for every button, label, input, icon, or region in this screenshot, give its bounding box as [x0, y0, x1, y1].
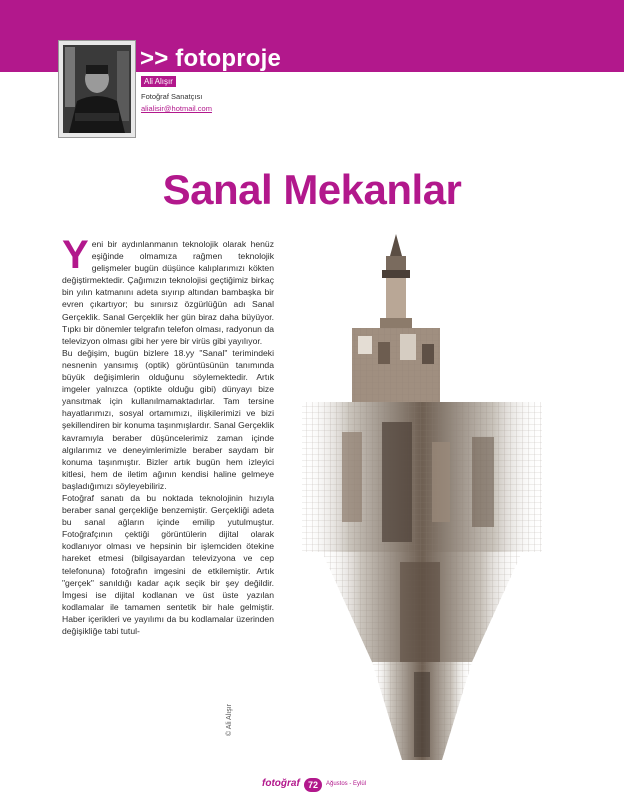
- author-photo: [58, 40, 136, 138]
- paragraph-3: Fotoğraf sanatı da bu noktada teknolojinin hızıyla beraber sanal gerçekliğe benzemiştir. Gerçekliği adeta bu sanal ağların içinde emilip yutulmuştur. Fotoğrafçının çektiği görüntülerin dijital olarak kodlanıyor olması ve hepsinin bir işlemciden ötekine hareket etmesi (bilgisayardan televizyona ve cep telefonuna) fotoğrafın imgesini de etkilemiştir. Artık "gerçek" sanıldığı kadar açık seçik bir şey değildir. İmgesi ise dijital kodlanan ve üst üste yazılan kodlamalar ile tamamen sentetik bir hale gelmiştir. Haber içerikleri ve yayılımı da bu kodlamalar üzerinden değişikliğe tabi tutul-: [62, 492, 274, 636]
- page-number: 72: [304, 778, 322, 792]
- article-body: [62, 233, 274, 637]
- paragraph-1: [62, 233, 274, 347]
- author-role: Fotoğraf Sanatçısı: [141, 92, 203, 101]
- author-email-link[interactable]: alialisir@hotmail.com: [141, 104, 212, 113]
- article-title: Sanal Mekanlar: [162, 166, 462, 213]
- author-name: Ali Alışır: [141, 76, 176, 87]
- section-title: >> fotoproje: [140, 45, 282, 72]
- magazine-logo: fotoğraf: [262, 778, 300, 789]
- paragraph-1-text: eni bir aydınlanmanın teknolojik olarak henüz eşiğinde olmamıza rağmen teknolojik gelişmeler bugün düşünce kalıplarımızı kökten değiştirmektedir. Çağımızın teknolojisi geçtiğimiz birkaç bin yılın katmanını adeta sıyırıp altından bambaşka bir evren çıkartıyor; bu sınırsız özgürlüğün adı Sanal Gerçeklik. Sanal Gerçeklik her gün biraz daha büyüyor. Tıpkı bir dönemler telgrafın telefon olması, radyonun da televizyon olması gibi her yere bir virüs gibi yayılıyor.: [62, 239, 274, 346]
- drop-cap: Y: [62, 233, 89, 277]
- tower-collage-image: [282, 232, 582, 762]
- issue-date: Ağustos - Eylül: [326, 781, 367, 787]
- paragraph-2: Bu değişim, bugün bizlere 18.yy "Sanal" terimindeki nesnenin yansımış (optik) görüntüsünün tanımında büyük değişimlerin olduğunu söylemektedir. Artık imgeler yalnızca (optikte olduğu gibi) dünyayı bize yansıtmak için kullanılmamaktadırlar. Tam tersine hayatlarımızı, sosyal ortamımızı, ilişkilerimizi ve bizi şekillendiren bir konuma taşınmışlardır. Sanal Gerçeklik kavramıyla beraber düşüncelerimiz zaman içinde algılarımız ve deneyimlerimizle beraber saydam bir konuma taşınmıştır. Bizler artık bugün hem izleyici kitlesi, hem de iletim ağının kendisi haline gelmeye başladığımızı söyleyebiliriz.: [62, 347, 274, 491]
- image-credit: © Ali Alışır: [226, 704, 233, 736]
